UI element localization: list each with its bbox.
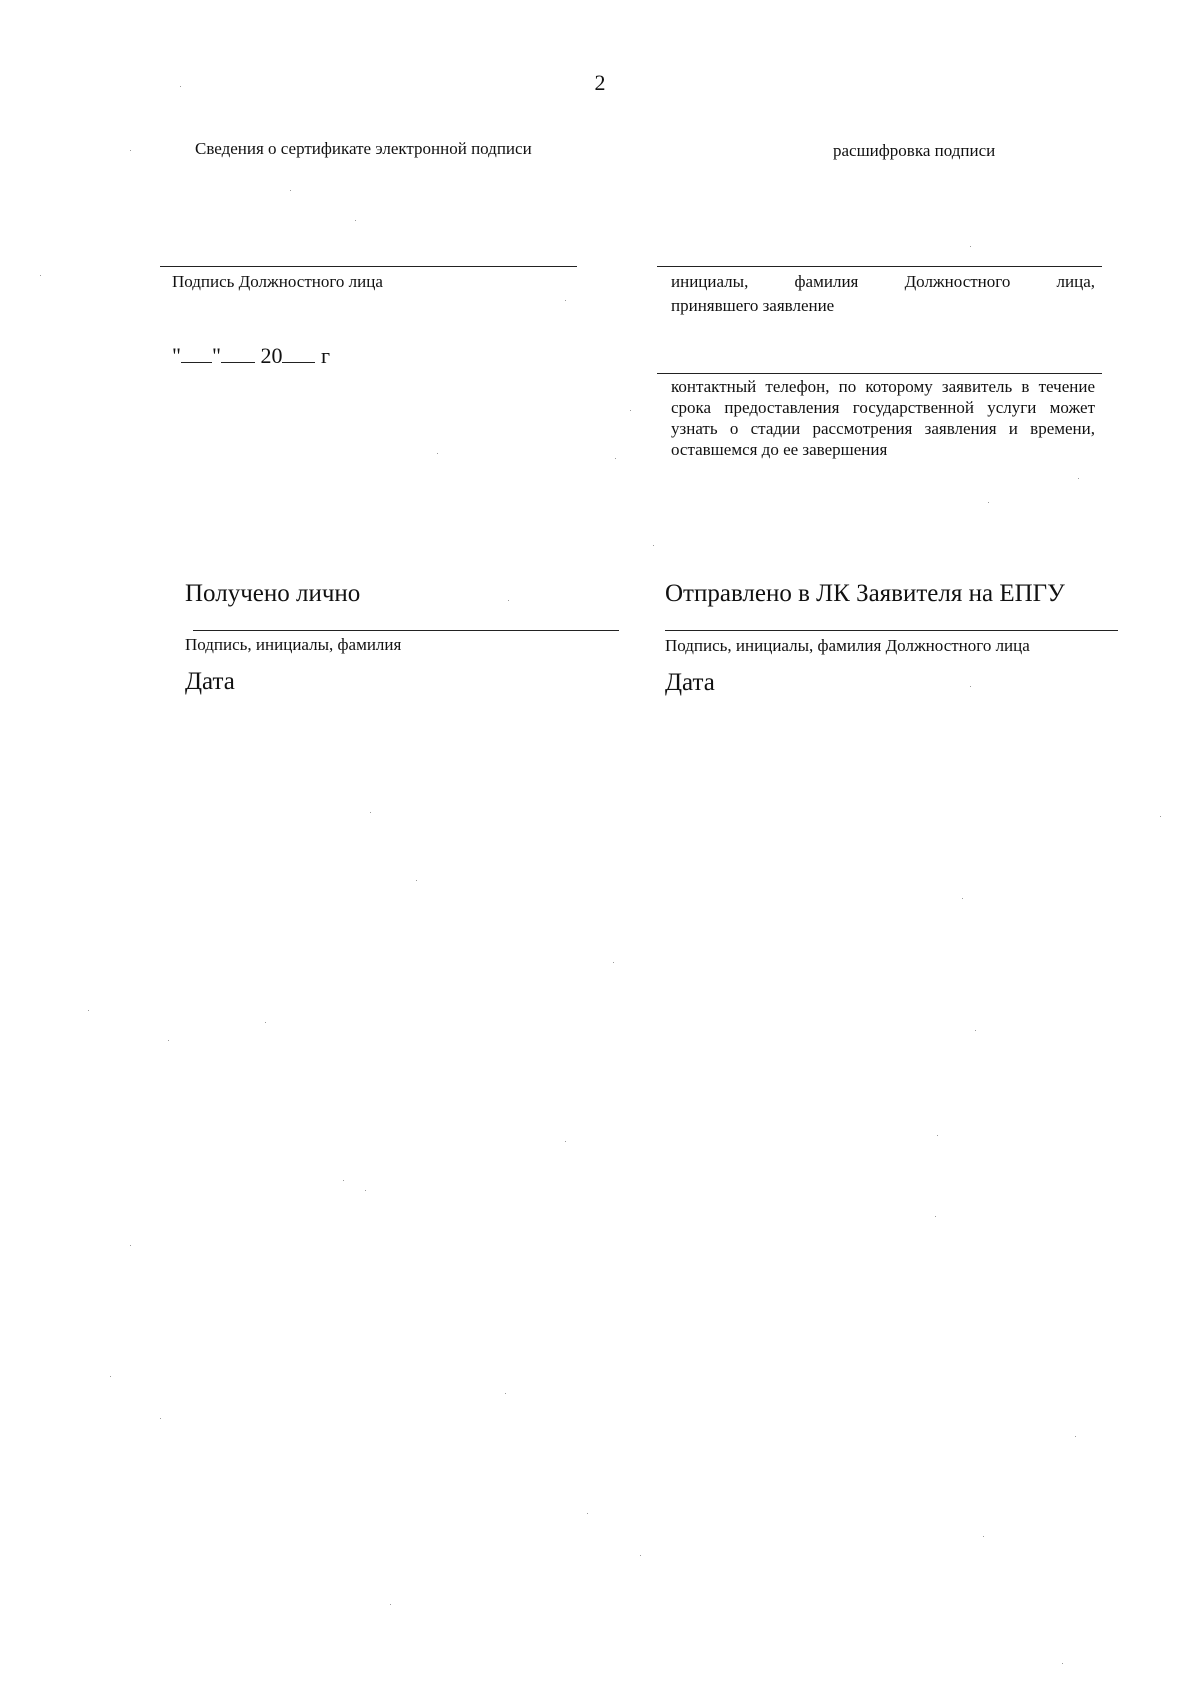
scan-speck [587,1513,588,1514]
scan-speck [505,1393,506,1394]
received-personally-title: Получено лично [185,580,361,607]
scan-speck [1075,1436,1076,1437]
scan-speck [565,1141,566,1142]
scan-speck [970,246,971,247]
scan-speck [168,1040,169,1041]
scan-speck [437,453,438,454]
official-name-rule [657,266,1102,267]
page-number: 2 [594,70,606,95]
scan-speck [343,1180,344,1181]
scan-speck [130,150,131,151]
scan-speck [640,1555,641,1556]
contact-phone-rule [657,373,1102,374]
scan-speck [370,812,371,813]
scan-speck [630,410,631,411]
scan-speck [988,502,989,503]
date-month-blank [221,344,255,363]
received-signature-caption: Подпись, инициалы, фамилия [185,635,402,654]
contact-phone-note: контактный телефон, по которому заявитель в течение срока предоставления государственной услуги может узнать о стадии рассмотрения заявления и времени, оставшемся до ее завершения [671,377,1095,459]
date-century: 20 [260,343,283,368]
official-name-caption-line2: принявшего заявление [671,296,835,315]
scan-speck [970,686,971,687]
received-date-label: Дата [185,668,235,695]
scan-speck [365,1190,366,1191]
scan-speck [1078,478,1079,479]
scan-speck [615,458,616,459]
scan-speck [290,190,291,191]
scan-speck [130,1245,131,1246]
scan-speck [355,220,356,221]
date-day-blank [181,344,212,363]
date-quote-close: " [211,343,221,368]
scan-speck [265,1022,266,1023]
scan-speck [40,275,41,276]
scan-speck [88,1010,89,1011]
sent-signature-caption: Подпись, инициалы, фамилия Должностного лица [665,636,1030,655]
official-signature-rule [160,266,577,267]
date-quote-open: " [172,343,181,368]
scan-speck [962,898,963,899]
scan-speck [613,962,614,963]
sent-date-label: Дата [665,669,715,696]
scan-speck [653,545,654,546]
sent-to-epgu-title: Отправлено в ЛК Заявителя на ЕПГУ [665,580,1065,607]
date-year-blank [282,344,315,363]
official-signature-caption: Подпись Должностного лица [172,272,383,291]
scan-speck [935,1216,936,1217]
scan-speck [975,1030,976,1031]
signature-decoding-label: расшифровка подписи [833,141,996,160]
official-name-caption-line1: инициалы, фамилия Должностного лица, [671,272,1095,291]
date-field [172,343,330,369]
scan-speck [1062,1663,1063,1664]
scan-speck [390,1604,391,1605]
scan-speck [565,300,566,301]
received-signature-rule [193,630,619,631]
scan-speck [160,1418,161,1419]
sent-signature-rule [665,630,1118,631]
scan-speck [983,1536,984,1537]
date-year-suffix: г [320,343,330,368]
scan-speck [1160,816,1161,817]
scan-speck [937,1135,938,1136]
scan-speck [110,1376,111,1377]
scan-speck [508,600,509,601]
scan-speck [180,86,181,87]
scan-speck [416,880,417,881]
certificate-info-label: Сведения о сертификате электронной подписи [195,139,532,158]
